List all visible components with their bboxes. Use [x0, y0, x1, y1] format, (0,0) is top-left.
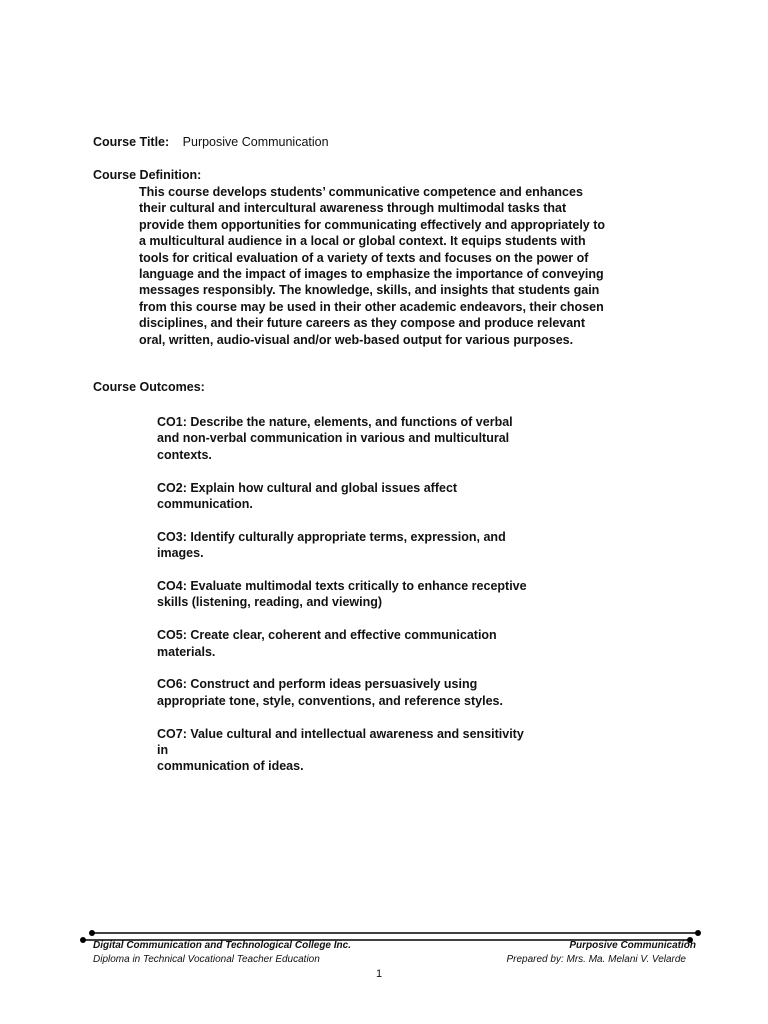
footer-left-dot-icon: [89, 930, 95, 936]
footer-right-dot-icon: [695, 930, 701, 936]
footer-program: Diploma in Technical Vocational Teacher Education: [93, 954, 320, 965]
course-definition-label: Course Definition:: [93, 168, 202, 182]
footer-subject: Purposive Communication: [569, 940, 696, 951]
outcome-item: CO5: Create clear, coherent and effective communication materials.: [157, 628, 497, 659]
footer-left-dot-icon: [80, 937, 86, 943]
course-outcomes-list: [157, 414, 532, 791]
outcome-item: CO1: Describe the nature, elements, and functions of verbal and non-verbal communication in various and multicultural contexts.: [157, 415, 513, 462]
outcome-item: CO4: Evaluate multimodal texts critically to enhance receptive skills (listening, reading, and viewing): [157, 579, 527, 610]
outcome-item: CO2: Explain how cultural and global issues affect communication.: [157, 480, 458, 512]
footer-institution: Digital Communication and Technological College Inc.: [93, 940, 351, 951]
course-title-value: Purposive Communication: [182, 135, 329, 149]
course-title-row: [93, 135, 329, 149]
course-title-label: Course Title:: [93, 135, 170, 149]
course-outcomes-label: Course Outcomes:: [93, 380, 205, 394]
outcome-item: CO3: Identify culturally appropriate terms, expression, and images.: [157, 529, 506, 561]
footer-prepared-by: Prepared by: Mrs. Ma. Melani V. Velarde: [506, 954, 686, 965]
course-definition-text: This course develops students’ communicative competence and enhances their cultural and intercultural awareness through multimodal tasks that provide them opportunities for communicating effectively and appropriately to a multicultural audience in a local or global context. It equips students with tools for critical evaluation of a variety of texts and focuses on the power of language and the impact of images to emphasize the importance of conveying messages responsibly. The knowledge, skills, and insights that students gain from this course may be used in their other academic endeavors, their chosen disciplines, and their future careers as they compose and produce relevant oral, written, audio-visual and/or web-based output for various purposes.: [139, 185, 606, 347]
outcome-item: CO7: Value cultural and intellectual awareness and sensitivity in communication of ideas.: [157, 726, 524, 774]
outcome-item: CO6: Construct and perform ideas persuasively using appropriate tone, style, conventions, and reference styles.: [157, 677, 503, 708]
page-number: 1: [375, 968, 383, 980]
